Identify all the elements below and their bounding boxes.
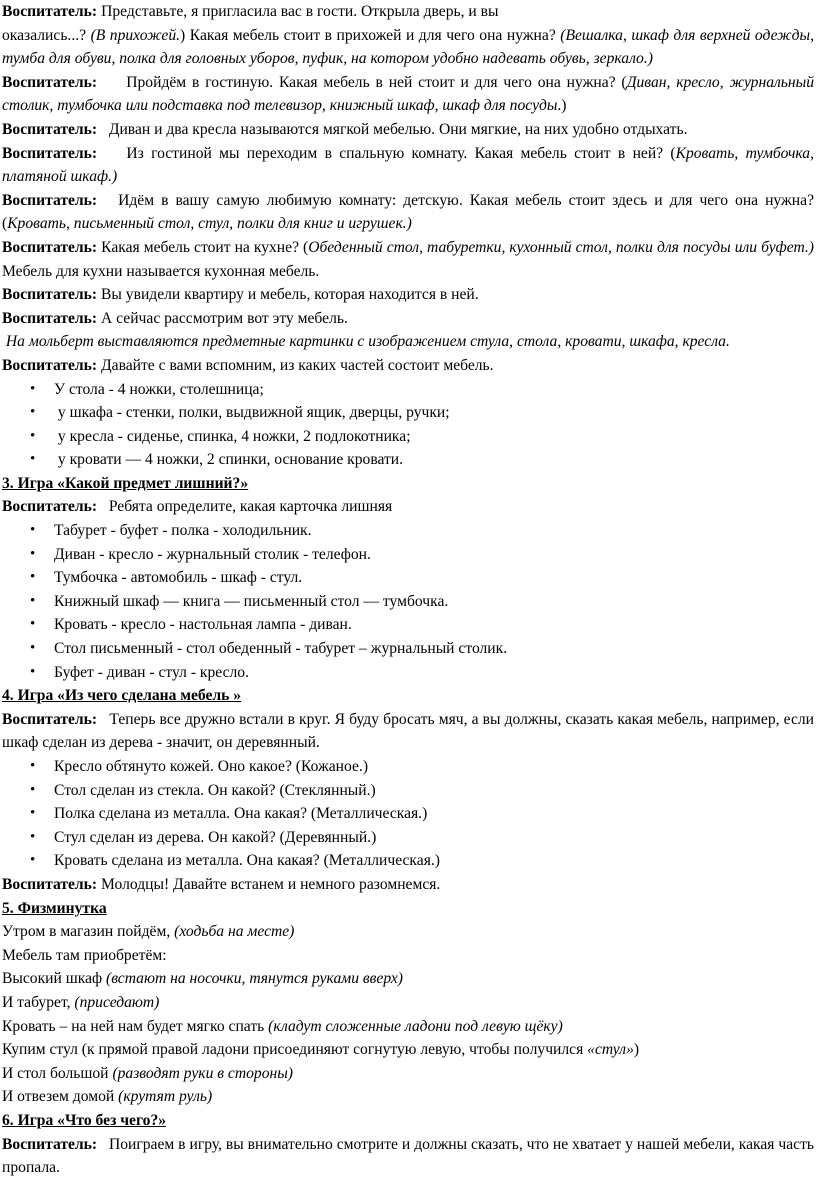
furniture-parts-list [2, 378, 814, 472]
verse-line: И табурет, (приседают) [2, 993, 160, 1011]
paragraph-hallway-2: оказались...? (В прихожей.) Какая мебель стоит в прихожей и для чего она нужна? (Вешалка, шкаф для верхней одежды, тумба для обуви, полка для головных уборов, пуфик, на котором удобно надевать обувь, зеркало.) [2, 26, 814, 68]
list-item: • Кровать - кресло - настольная лампа - диван. [2, 613, 814, 637]
paragraph-kids-room: Воспитатель: Идём в вашу самую любимую комнату: детскую. Какая мебель стоит здесь и для чего она нужна? (Кровать, письменный стол, стул, полки для книг и игрушек.) [2, 191, 814, 233]
paragraph-game4-intro: Воспитатель: Теперь все дружно встали в круг. Я буду бросать мяч, а вы должны, сказать какая мебель, например, если шкаф сделан из дерева - значит, он деревянный. [2, 710, 814, 752]
verse-line: Кровать – на ней нам будет мягко спать (кладут сложенные ладони под левую щёку) [2, 1017, 563, 1035]
verse-line: Утром в магазин пойдём, (ходьба на месте) [2, 923, 295, 941]
paragraph-parts-intro: Воспитатель: Давайте с вами вспомним, из каких частей состоит мебель. [2, 356, 494, 374]
list-item: • Кровать сделана из металла. Она какая? (Металлическая.) [2, 849, 814, 873]
list-item: • Буфет - диван - стул - кресло. [2, 661, 814, 685]
paragraph-living-room: Воспитатель: Пройдём в гостиную. Какая мебель в ней стоит и для чего она нужна? (Диван, кресло, журнальный столик, тумбочка или подставка под телевизор, книжный шкаф, шкаф для посуды.) [2, 73, 814, 115]
list-item: • Книжный шкаф — книга — письменный стол — тумбочка. [2, 590, 814, 614]
section-heading-fizminutka: 5. Физминутка [2, 899, 107, 917]
list-item: • у кресла - сиденье, спинка, 4 ножки, 2 подлокотника; [2, 425, 814, 449]
list-item: • Полка сделана из металла. Она какая? (Металлическая.) [2, 802, 814, 826]
paragraph-bedroom: Воспитатель: Из гостиной мы переходим в спальную комнату. Какая мебель стоит в ней? (Кровать, тумбочка, платяной шкаф.) [2, 144, 815, 186]
paragraph-soft-furniture: Воспитатель: Диван и два кресла называются мягкой мебелью. Они мягкие, на них удобно отдыхать. [2, 120, 688, 138]
list-item: • У стола - 4 ножки, столешница; [2, 378, 814, 402]
list-item: • Табурет - буфет - полка - холодильник. [2, 519, 814, 543]
paragraph-game6-intro: Воспитатель: Поиграем в игру, вы внимательно смотрите и должны сказать, что не хватает у нашей мебели, какая часть пропала. [2, 1135, 815, 1177]
verse-line: Высокий шкаф (встают на носочки, тянутся руками вверх) [2, 970, 403, 988]
paragraph-game3-intro: Воспитатель: Ребята определите, какая карточка лишняя [2, 498, 393, 516]
list-item: • Стол письменный - стол обеденный - табурет – журнальный столик. [2, 637, 814, 661]
game4-list [2, 755, 814, 873]
section-heading-game3: 3. Игра «Какой предмет лишний?» [2, 474, 249, 492]
section-heading-game6: 6. Игра «Что без чего?» [2, 1111, 167, 1129]
list-item: • Тумбочка - автомобиль - шкаф - стул. [2, 566, 814, 590]
list-item: • Кресло обтянуто кожей. Оно какое? (Кожаное.) [2, 755, 814, 779]
verse-line: И стол большой (разводят руки в стороны) [2, 1064, 293, 1082]
verse-line: И отвезем домой (крутят руль) [2, 1088, 213, 1106]
section-heading-game4: 4. Игра «Из чего сделана мебель » [2, 687, 242, 705]
speaker-label: Воспитатель: [2, 3, 98, 20]
verse-line: Мебель там приобретём: [2, 946, 167, 964]
verse-line: Купим стул (к прямой правой ладони присоединяют согнутую левую, чтобы получился «стул») [2, 1041, 640, 1059]
paragraph-look-furniture: Воспитатель: А сейчас рассмотрим вот эту мебель. [2, 309, 348, 327]
list-item: • Стул сделан из дерева. Он какой? (Деревянный.) [2, 826, 814, 850]
list-item: • Диван - кресло - журнальный столик - телефон. [2, 543, 814, 567]
list-item: • у шкафа - стенки, полки, выдвижной ящик, дверцы, ручки; [2, 401, 814, 425]
paragraph-easel-note: На мольберт выставляются предметные картинки с изображением стула, стола, кровати, шкафа, кресла. [5, 333, 730, 351]
paragraph-hallway-1: Воспитатель: Представьте, я пригласила вас в гости. Открыла дверь, и вы [2, 3, 499, 20]
list-item: • Стол сделан из стекла. Он какой? (Стеклянный.) [2, 779, 814, 803]
game3-list [2, 519, 814, 684]
paragraph-kitchen: Воспитатель: Какая мебель стоит на кухне? (Обеденный стол, табуретки, кухонный стол, полки для посуды или буфет.) Мебель для кухни называется кухонная мебель. [2, 238, 814, 280]
list-item: • у кровати — 4 ножки, 2 спинки, основание кровати. [2, 448, 814, 472]
paragraph-apartment: Воспитатель: Вы увидели квартиру и мебель, которая находится в ней. [2, 286, 479, 304]
paragraph-game4-after: Воспитатель: Молодцы! Давайте встанем и немного разомнемся. [2, 875, 441, 893]
